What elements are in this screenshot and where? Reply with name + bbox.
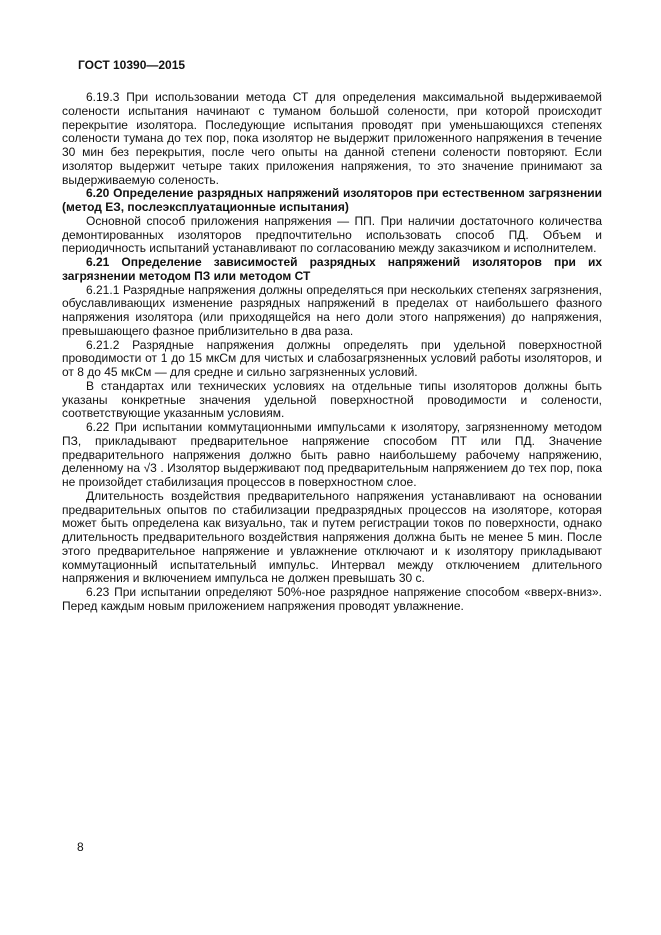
section-heading-6-20: 6.20 Определение разрядных напряжений изоляторов при естественном загрязнении (метод ЕЗ, послеэксплуатационные испытания) <box>62 186 602 214</box>
paragraph-6-21-2-note: В стандартах или технических условиях на отдельные типы изоляторов должны быть указаны конкретные значения удельной поверхностной проводимости и солености, соответствующие указанным условиям. <box>62 378 602 421</box>
paragraph-6-21-1: 6.21.1 Разрядные напряжения должны определяться при нескольких степенях загрязнения, обуславливающих изменение разрядных напряжений в пределах от наибольшего фазного напряжения изолятора (или приходящейся на него доли этого напряжения) до напряжения, превышающего фазное приблизительно в два раза. <box>62 282 602 338</box>
document-body <box>62 91 602 614</box>
paragraph-6-22: 6.22 При испытании коммутационными импульсами к изолятору, загрязненному методом ПЗ, прикладывают предварительное напряжение способом ПТ или ПД. Значение предварительного напряжения должно быть равно наибольшему рабочему напряжению, деленному на √3 . Изолятор выдерживают под предварительным напряжением до тех пор, пока не произойдет стабилизация процессов в поверхностном слое. <box>62 420 602 489</box>
section-heading-6-21: 6.21 Определение зависимостей разрядных напряжений изоляторов при их загрязнении методом ПЗ или методом СТ <box>62 255 602 283</box>
paragraph-6-22-duration: Длительность воздействия предварительного напряжения устанавливают на основании предварительных опытов по стабилизации предразрядных процессов на изоляторе, которая может быть определена как визуально, так и путем регистрации токов по поверхности, однако длительность предварительного воздействия напряжения должна быть не менее 5 мин. После этого предварительное напряжение и увлажнение отключают и к изолятору прикладывают коммутационный испытательный импульс. Интервал между отключением длительного напряжения и включением импульса не должен превышать 30 с. <box>62 488 602 586</box>
paragraph-6-20-body: Основной способ приложения напряжения — ПП. При наличии достаточного количества демонтированных изоляторов предпочтительно использовать способ ПД. Объем и периодичность испытаний устанавливают по согласованию между заказчиком и исполнителем. <box>62 213 602 256</box>
paragraph-6-23: 6.23 При испытании определяют 50%-ное разрядное напряжение способом «вверх-вниз». Перед каждым новым приложением напряжения проводят увлажнение. <box>62 585 602 613</box>
page-number: 8 <box>77 840 84 854</box>
paragraph-6-21-2: 6.21.2 Разрядные напряжения должны определять при удельной поверхностной проводимости от 1 до 15 мкСм для чистых и слабозагрязненных условий работы изоляторов, и от 8 до 45 мкСм — для средне и сильно загрязненных условий. <box>62 337 602 379</box>
document-header-standard-number: ГОСТ 10390—2015 <box>78 58 186 72</box>
paragraph-6-19-3: 6.19.3 При использовании метода СТ для определения максимальной выдерживаемой солености испытания начинают с туманом большой солености, при которой происходит перекрытие изолятора. Последующие испытания проводят при уменьшающихся степенях солености тумана до тех пор, пока изолятор не выдержит приложенного напряжения в течение 30 мин без перекрытия, после чего опыты на данной степени солености повторяют. Если изолятор выдержит четыре таких приложения напряжения, то это значение принимают за выдерживаемую соленость. <box>62 90 602 187</box>
